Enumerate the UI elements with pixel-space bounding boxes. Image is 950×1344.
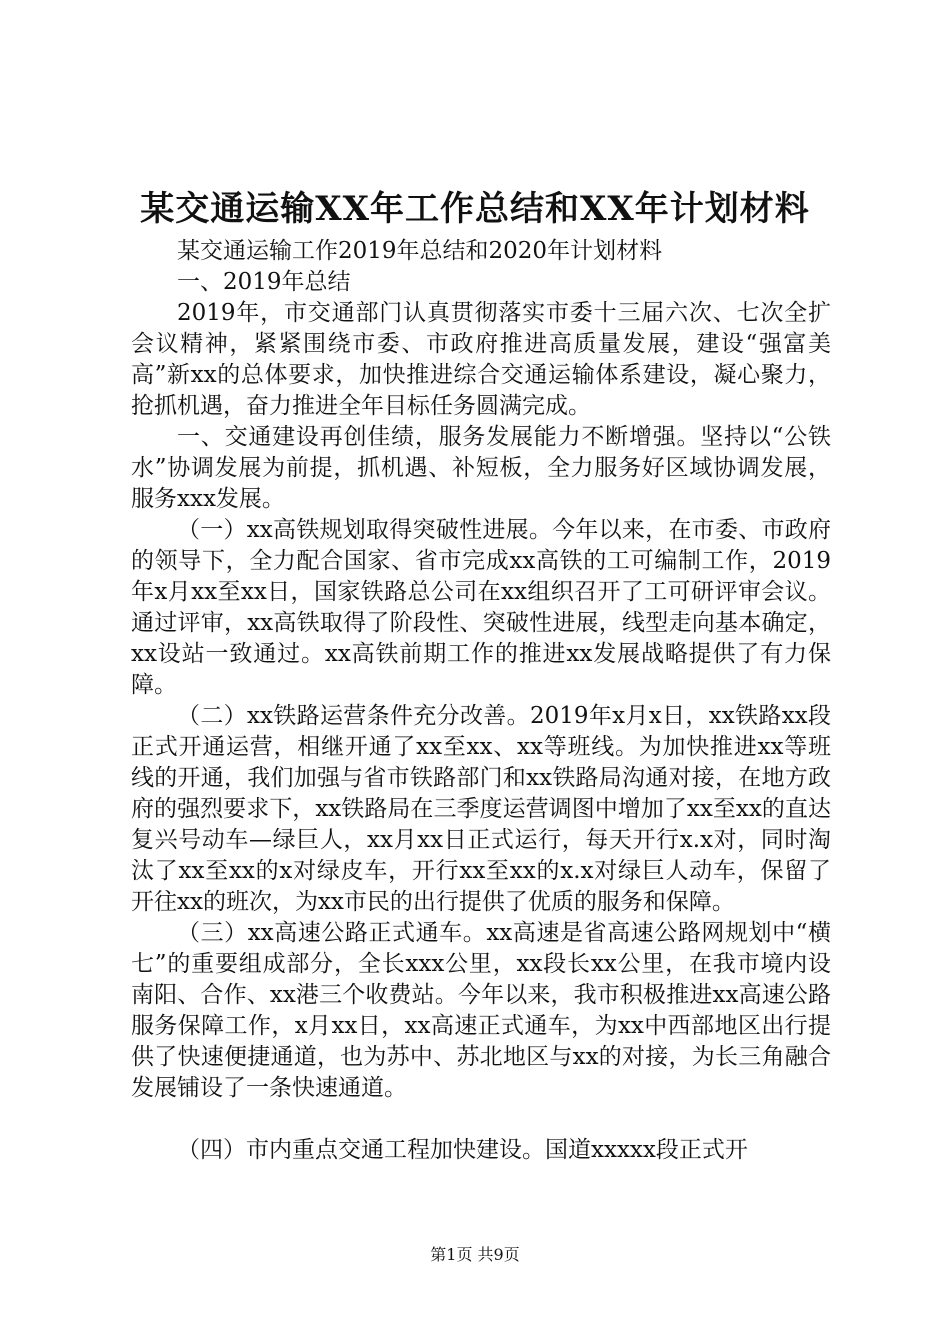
paragraph-intro: 2019年，市交通部门认真贯彻落实市委十三届六次、七次全扩会议精神，紧紧围绕市委、市政府推进高质量发展，建设“强富美高”新xx的总体要求，加快推进综合交通运输体系建设，凝心聚力，抢抓机遇，奋力推进全年目标任务圆满完成。 (131, 300, 831, 419)
paragraph-item-3: （三）xx高速公路正式通车。xx高速是省高速公路网规划中“横七”的重要组成部分，全长xxx公里，xx段长xx公里，在我市境内设南阳、合作、xx港三个收费站。今年以来，我市积极推进xx高速公路服务保障工作，x月xx日，xx高速正式通车，为xx中西部地区出行提供了快速便捷通道，也为苏中、苏北地区与xx的对接，为长三角融合发展铺设了一条快速通道。 (131, 920, 831, 1101)
paragraph-section-heading: 一、2019年总结 (177, 269, 351, 295)
paragraph-item-2: （二）xx铁路运营条件充分改善。2019年x月x日，xx铁路xx段正式开通运营，相继开通了xx至xx、xx等班线。为加快推进xx等班线的开通，我们加强与省市铁路部门和xx铁路局沟通对接，在地方政府的强烈要求下，xx铁路局在三季度运营调图中增加了xx至xx的直达复兴号动车—绿巨人，xx月xx日正式运行，每天开行x.x对，同时淘汰了xx至xx的x对绿皮车，开行xx至xx的x.x对绿巨人动车，保留了开往xx的班次，为xx市民的出行提供了优质的服务和保障。 (131, 703, 831, 915)
document-title: 某交通运输XX年工作总结和XX年计划材料 (140, 189, 810, 229)
document-body (131, 236, 831, 1166)
paragraph-item-1: （一）xx高铁规划取得突破性进展。今年以来，在市委、市政府的领导下，全力配合国家、省市完成xx高铁的工可编制工作，2019年x月xx至xx日，国家铁路总公司在xx组织召开了工可研评审会议。通过评审，xx高铁取得了阶段性、突破性进展，线型走向基本确定，xx设站一致通过。xx高铁前期工作的推进xx发展战略提供了有力保障。 (131, 517, 831, 698)
paragraph-item-4: （四）市内重点交通工程加快建设。国道xxxxx段正式开 (177, 1137, 748, 1163)
page-number: 第1页 共9页 (430, 1245, 520, 1264)
paragraph-subtitle: 某交通运输工作2019年总结和2020年计划材料 (177, 238, 663, 264)
paragraph-point-1: 一、交通建设再创佳绩，服务发展能力不断增强。坚持以“公铁水”协调发展为前提，抓机遇、补短板，全力服务好区域协调发展，服务xxx发展。 (131, 424, 831, 512)
